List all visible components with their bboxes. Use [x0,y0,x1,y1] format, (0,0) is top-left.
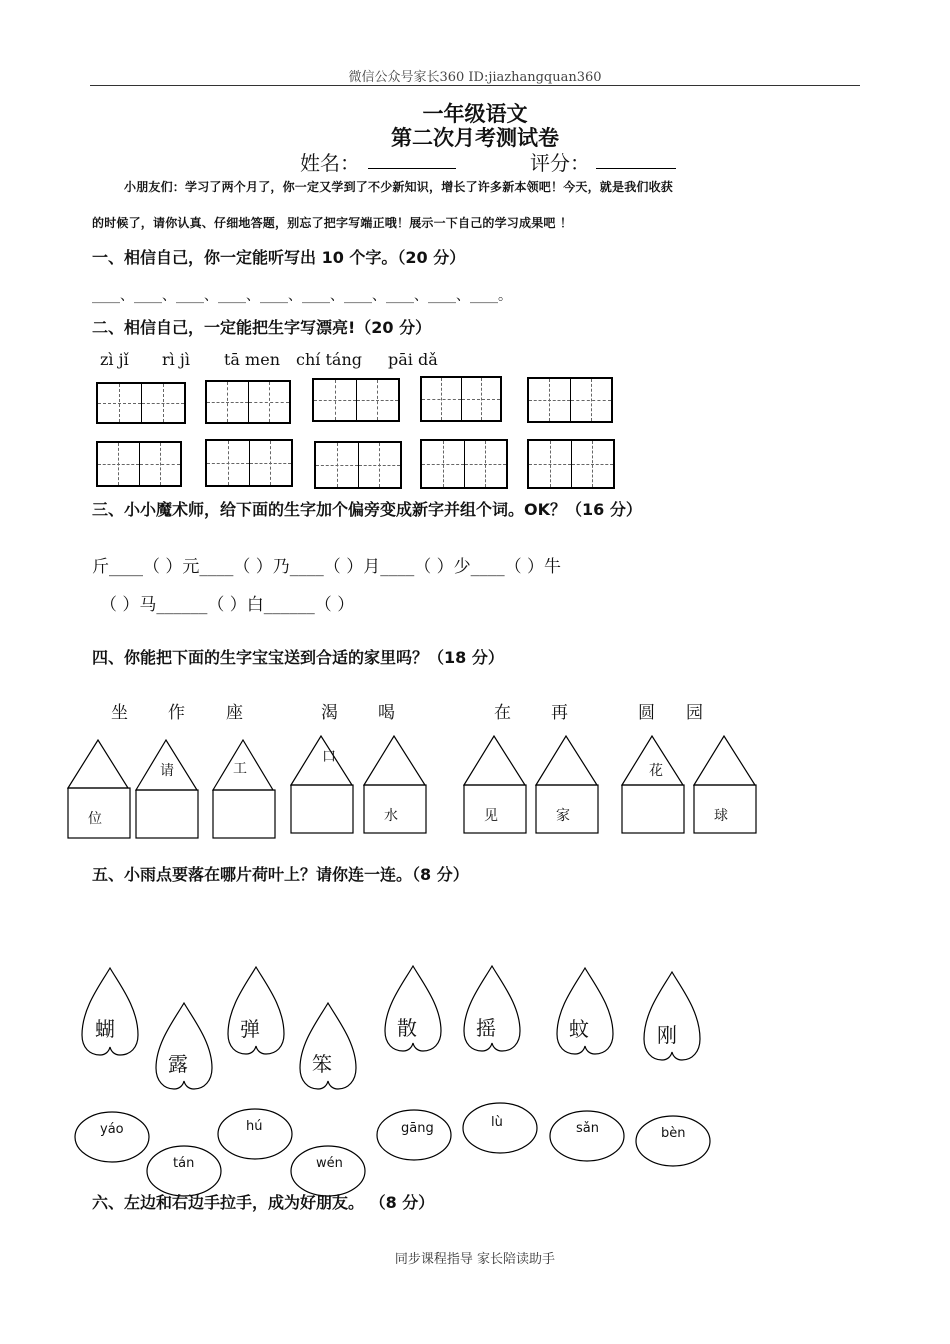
lotus-pinyin: wén [316,1156,343,1171]
raindrop-char: 蚊 [569,1017,589,1041]
house-label: 球 [714,808,728,824]
lotus-leaf[interactable] [636,1116,710,1166]
dictation-blanks[interactable]: ____、____、____、____、____、____、____、____、____、____。 [92,288,512,304]
raindrop-char: 蝴 [95,1017,115,1041]
lotus-leaf[interactable] [147,1146,221,1196]
raindrop-char: 弹 [240,1017,260,1041]
lotus-pinyin: hú [246,1119,263,1134]
section-1-title: 一、相信自己，你一定能听写出 10 个字。（20 分） [92,248,466,267]
house-label: 位 [88,811,102,827]
section-3-title: 三、小小魔术师，给下面的生字加个偏旁变成新字并组个词。OK？（16 分） [92,500,642,519]
word-he: 喝 [378,703,395,723]
section-5-title: 五、小雨点要落在哪片荷叶上？请你连一连。（8 分） [92,865,469,884]
house-label: 工 [233,761,247,777]
pinyin-riji: rì jì [162,350,190,369]
intro-line-1: 小朋友们：学习了两个月了，你一定又学到了不少新知识，增长了许多新本领吧！今天，就是我们收获 [124,180,674,194]
title-exam: 第二次月考测试卷 [391,125,559,150]
section-4-title: 四、你能把下面的生字宝宝送到合适的家里吗？（18 分） [92,648,504,667]
footer-note: 同步课程指导 家长陪读助手 [394,1252,556,1267]
section-2-title: 二、相信自己，一定能把生字写漂亮!（20 分） [92,318,432,337]
house[interactable] [622,736,684,833]
lotus-pinyin: gāng [401,1121,434,1136]
raindrop-char: 摇 [476,1016,496,1040]
house[interactable] [136,740,198,838]
pinyin-paida: pāi dǎ [388,350,438,369]
lotus-pinyin: bèn [661,1126,686,1141]
house-label: 口 [322,749,336,765]
lotus-leaf[interactable] [550,1111,624,1161]
word-yuan1: 圆 [638,703,655,723]
section-6-title: 六、左边和右边手拉手，成为好朋友。 （8 分） [92,1193,435,1212]
word-zuo3: 座 [226,703,243,723]
lotus-pinyin: sǎn [576,1121,599,1136]
word-zuo2: 作 [168,703,185,723]
lotus-leaf[interactable] [75,1112,149,1162]
house[interactable] [213,740,275,838]
radical-line-1[interactable]: 斤____（ ）元____（ ）乃____（ ）月____（ ）少____（ ）牛 [92,557,562,577]
name-label: 姓名： [300,151,360,175]
raindrop-char: 笨 [312,1052,332,1076]
house-label: 水 [384,808,398,824]
word-zai2: 再 [551,703,568,723]
word-yuan2: 园 [686,703,703,723]
pinyin-tamen: tā men [224,350,280,369]
word-ke: 渴 [321,703,338,723]
raindrop-char: 露 [168,1052,188,1076]
house-label: 见 [484,808,498,824]
intro-line-2: 的时候了，请你认真、仔细地答题，别忘了把字写端正哦！展示一下自己的学习成果吧 ！ [92,216,573,230]
word-zuo1: 坐 [111,703,128,723]
pinyin-ziji: zì jǐ [100,350,129,369]
raindrop-char: 刚 [657,1023,677,1047]
word-zai1: 在 [494,703,511,723]
header-note: 微信公众号家长360 ID:jiazhangquan360 [348,70,602,85]
lotus-leaf[interactable] [218,1109,292,1159]
pinyin-chitang: chí táng [296,350,362,369]
lotus-leaf[interactable] [291,1146,365,1196]
score-label: 评分： [530,151,590,175]
house-label: 家 [556,808,570,824]
house-label: 花 [649,763,663,779]
radical-line-2[interactable]: （ ）马______（ ）白______（ ） [100,595,355,615]
lotus-pinyin: lù [491,1115,503,1130]
raindrop-char: 散 [397,1016,417,1040]
house-label: 请 [160,763,174,779]
lotus-pinyin: yáo [100,1122,124,1137]
lotus-pinyin: tán [173,1156,195,1171]
title-grade: 一年级语文 [422,101,528,126]
